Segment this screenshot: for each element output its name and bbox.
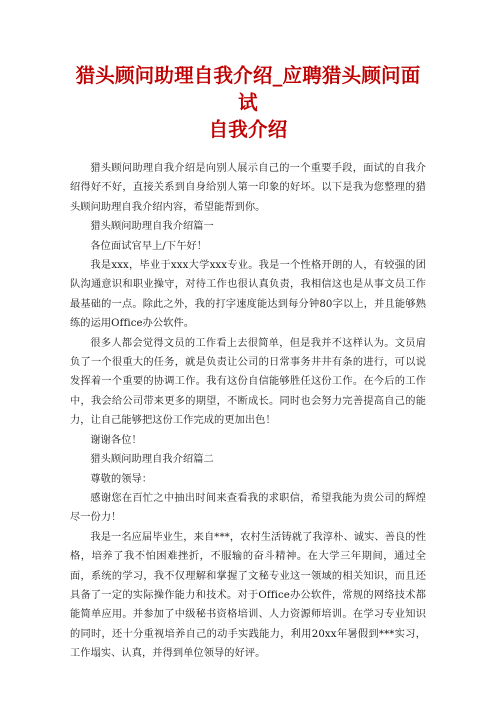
body-paragraph: 很多人都会觉得文员的工作看上去很简单，但是我并不这样认为。文员肩负了一个很重大的任务，就是负责让公司的日常事务井井有条的进行，可以说发挥着一个重要的协调工作。我有这份自信能够胜任这份工作。在今后的工作中，我会给公司带来更多的期望，不断成长。同时也会努力完善提高自己的能力，让自己能够把这份工作完成的更加出色！ <box>70 337 426 427</box>
document-title <box>70 62 426 143</box>
body-paragraph: 我是一名应届毕业生，来自***，农村生活铸就了我淳朴、诚实、善良的性格，培养了我不怕困难挫折，不服输的奋斗精神。在大学三年期间，通过全面，系统的学习，我不仅理解和掌握了文秘专业这一领域的相关知识，而且还具备了一定的实际操作能力和技术。对于Office办公软件，常规的网络技术都能简单应用。并参加了中级秘书资格培训、人力资源师培训。在学习专业知识的同时，还十分重视培养自己的动手实践能力，利用20xx年暑假到***实习，工作塌实、认真，并得到单位领导的好评。 <box>70 531 426 660</box>
title-line-1: 猎头顾问助理自我介绍_应聘猎头顾问面试 <box>75 64 421 114</box>
body-paragraph: 我是xxx，毕业于xxx大学xxx专业。我是一个性格开朗的人，有较强的团队沟通意识和职业操守，对待工作也很认真负责，我相信这也是从事文员工作最基础的一点。除此之外，我的打字速度能达到每分钟80字以上，并且能够熟练的运用Office办公软件。 <box>70 260 426 330</box>
section-heading-2: 猎头顾问助理自我介绍篇二 <box>90 454 214 466</box>
document-body <box>70 159 426 664</box>
thanks-line: 谢谢各位！ <box>90 434 142 446</box>
title-line-2: 自我介绍 <box>208 118 288 141</box>
intro-paragraph: 猎头顾问助理自我介绍是向别人展示自己的一个重要手段，面试的自我介绍得好不好，直接关系到自身给别人第一印象的好坏。以下是我为您整理的猎头顾问助理自我介绍内容，希望能帮到你。 <box>70 163 426 213</box>
body-paragraph: 感谢您在百忙之中抽出时间来查看我的求职信，希望我能为贵公司的辉煌尽一份力！ <box>70 492 426 524</box>
greeting-line: 各位面试官早上/下午好！ <box>90 240 208 252</box>
section-heading-1: 猎头顾问助理自我介绍篇一 <box>90 221 214 233</box>
salutation-line: 尊敬的领导： <box>90 473 153 485</box>
